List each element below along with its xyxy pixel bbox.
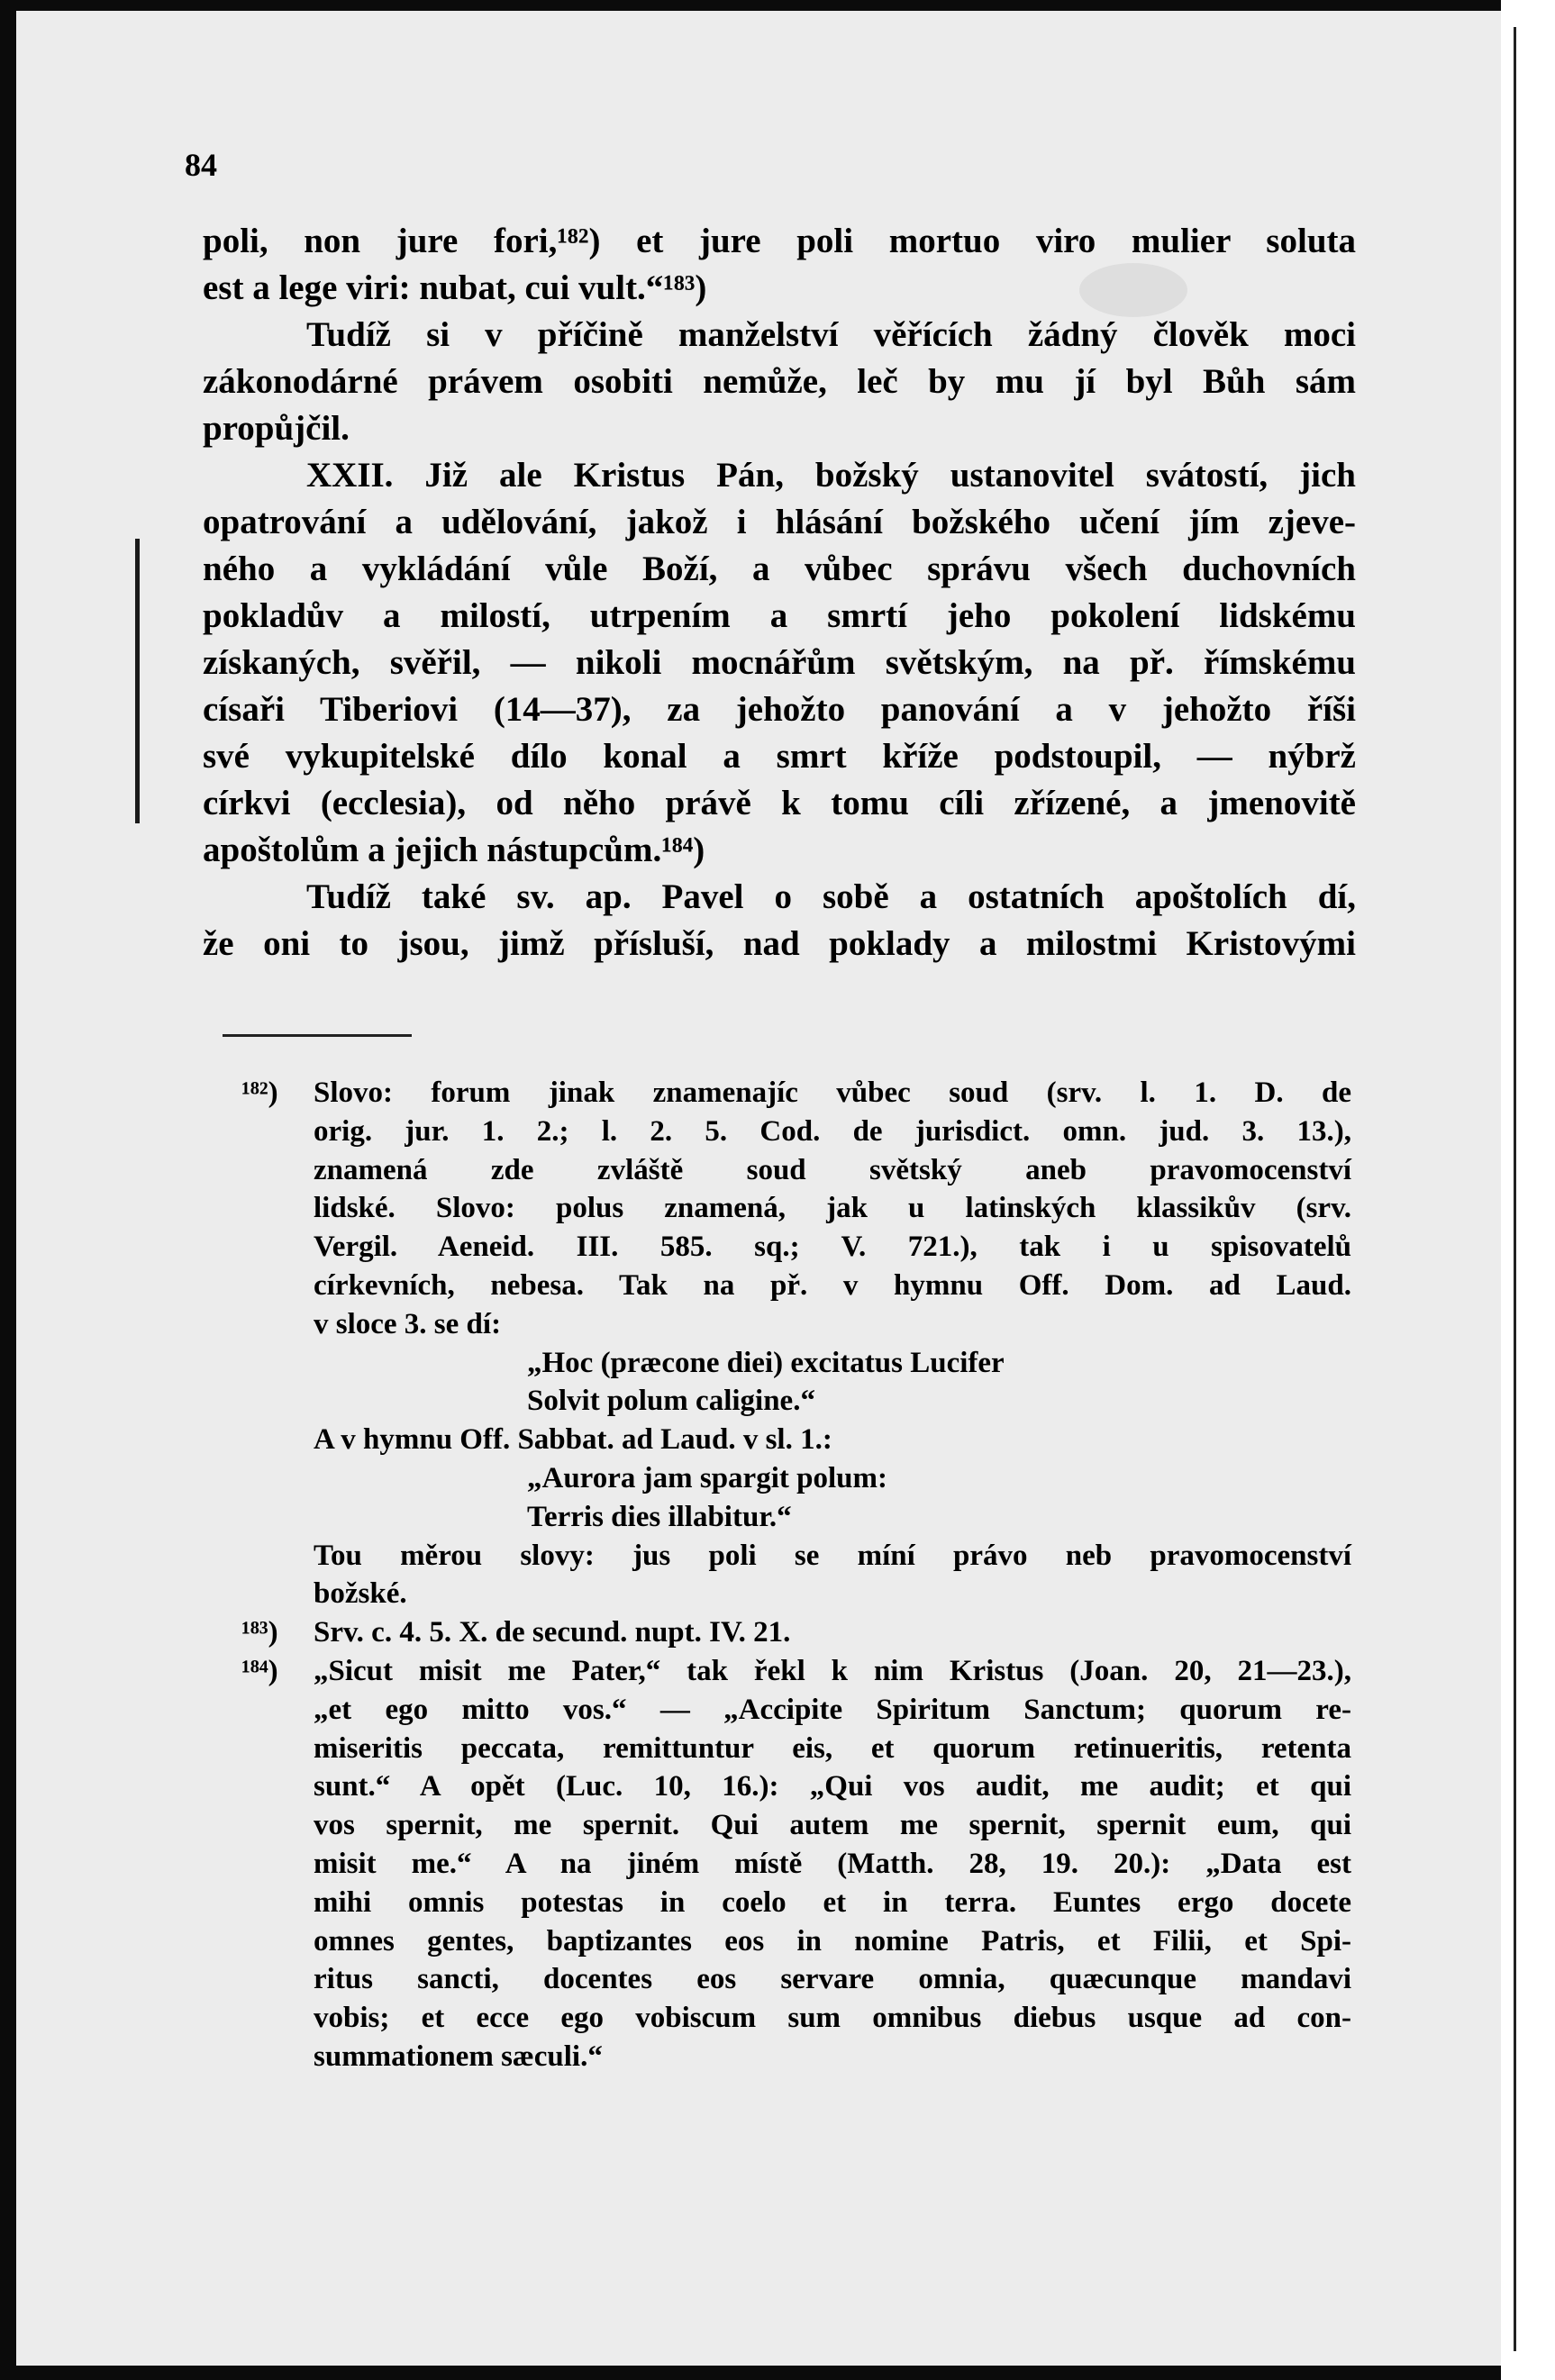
body-line: Tudíž také sv. ap. Pavel o sobě a ostatních apoštolích dí, xyxy=(306,877,1356,916)
footnote-line: A v hymnu Off. Sabbat. ad Laud. v sl. 1.: xyxy=(314,1423,832,1457)
footnote-line: v sloce 3. se dí: xyxy=(314,1307,502,1340)
body-line: získaných, svěřil, — nikoli mocnářům světským, na př. římskému xyxy=(203,643,1356,682)
body-line: císaři Tiberiovi (14—37), za jehožto panování a v jehožto říši xyxy=(203,690,1356,729)
section-start-line: XXII. Již ale Kristus Pán, božský ustanovitel svátostí, jich xyxy=(306,456,1356,495)
main-text xyxy=(203,218,1356,967)
body-line: est a lege viri: nubat, cui vult.“¹⁸³) xyxy=(203,268,707,307)
footnote-text: Srv. c. 4. 5. X. de secund. nupt. IV. 21. xyxy=(314,1616,791,1649)
body-line: apoštolům a jejich nástupcům.¹⁸⁴) xyxy=(203,831,705,869)
body-line: poli, non jure fori,¹⁸²) et jure poli mortuo viro mulier soluta xyxy=(203,222,1356,260)
footnote-line: mihi omnis potestas in coelo et in terra. Euntes ergo docete xyxy=(314,1885,1351,1919)
scan-right-edge xyxy=(1501,0,1555,2380)
body-line: církvi (ecclesia), od něho právě k tomu cíli zřízené, a jmenovitě xyxy=(203,784,1356,822)
page-number: 84 xyxy=(185,147,217,183)
body-line: že oni to jsou, jimž přísluší, nad poklady a milostmi Kristovými xyxy=(203,924,1356,963)
footnote-line: miseritis peccata, remittuntur eis, et quorum retinueritis, retenta xyxy=(314,1731,1351,1765)
verse-line: „Hoc (præcone diei) excitatus Lucifer xyxy=(527,1346,1005,1379)
margin-mark xyxy=(135,539,140,823)
footnote-line: sunt.“ A opět (Luc. 10, 16.): „Qui vos audit, me audit; et qui xyxy=(314,1770,1351,1803)
scan-edge-line xyxy=(1514,27,1516,2351)
footnote-marker: ¹⁸³) xyxy=(241,1616,278,1649)
footnote-line: omnes gentes, baptizantes eos in nomine Patris, et Filii, et Spi- xyxy=(314,1924,1351,1958)
footnote-line: Tou měrou slovy: jus poli se míní právo neb pravomocenství xyxy=(314,1539,1351,1572)
body-line: opatrování a udělování, jakož i hlásání božského učení jím zjeve- xyxy=(203,503,1356,541)
body-line: své vykupitelské dílo konal a smrt kříže podstoupil, — nýbrž xyxy=(203,737,1356,776)
footnote-line: církevních, nebesa. Tak na př. v hymnu Off. Dom. ad Laud. xyxy=(314,1268,1351,1302)
body-line: pokladův a milostí, utrpením a smrtí jeho pokolení lidskému xyxy=(203,596,1356,635)
verse-line: Solvit polum caligine.“ xyxy=(527,1385,815,1418)
footnote-text: Slovo: forum jinak znamenajíc vůbec soud (srv. l. 1. D. de xyxy=(314,1076,1351,1109)
footnote-line: misit me.“ A na jiném místě (Matth. 28, 19. 20.): „Data est xyxy=(314,1847,1351,1880)
footnote-line: znamená zde zvláště soud světský aneb pravomocenství xyxy=(314,1153,1351,1186)
footnote-marker: ¹⁸⁴) xyxy=(241,1654,278,1687)
footnote-line: „et ego mitto vos.“ — „Accipite Spiritum Sanctum; quorum re- xyxy=(314,1693,1351,1726)
body-line: propůjčil. xyxy=(203,409,350,448)
footnote-marker: ¹⁸²) xyxy=(241,1076,278,1109)
footnotes xyxy=(234,1074,1351,2076)
body-line: ného a vykládání vůle Boží, a vůbec správu všech duchovních xyxy=(203,550,1356,588)
body-line: Tudíž si v příčině manželství věřících žádný člověk moci xyxy=(306,315,1356,354)
footnote-line xyxy=(234,1074,1351,1113)
footnote-line: summationem sæculi.“ xyxy=(314,2039,603,2073)
footnote-text: „Sicut misit me Pater,“ tak řekl k nim Kristus (Joan. 20, 21—23.), xyxy=(314,1654,1351,1687)
verse-line: „Aurora jam spargit polum: xyxy=(527,1461,887,1494)
footnote-rule xyxy=(223,1034,412,1037)
footnote-line: orig. jur. 1. 2.; l. 2. 5. Cod. de jurisdict. omn. jud. 3. 13.), xyxy=(314,1114,1351,1148)
footnote-line xyxy=(234,1613,1351,1652)
footnote-line: vos spernit, me spernit. Qui autem me spernit, spernit eum, qui xyxy=(314,1809,1351,1842)
body-line: zákonodárné právem osobiti nemůže, leč by mu jí byl Bůh sám xyxy=(203,362,1356,401)
verse-line: Terris dies illabitur.“ xyxy=(527,1500,792,1533)
footnote-line: lidské. Slovo: polus znamená, jak u latinských klassikův (srv. xyxy=(314,1192,1351,1225)
footnote-line xyxy=(234,1652,1351,1691)
footnote-line: božské. xyxy=(314,1577,407,1611)
footnote-line: vobis; et ecce ego vobiscum sum omnibus diebus usque ad con- xyxy=(314,2002,1351,2035)
footnote-line: ritus sancti, docentes eos servare omnia, quæcunque mandavi xyxy=(314,1963,1351,1996)
footnote-line: Vergil. Aeneid. III. 585. sq.; V. 721.), tak i u spisovatelů xyxy=(314,1231,1351,1264)
